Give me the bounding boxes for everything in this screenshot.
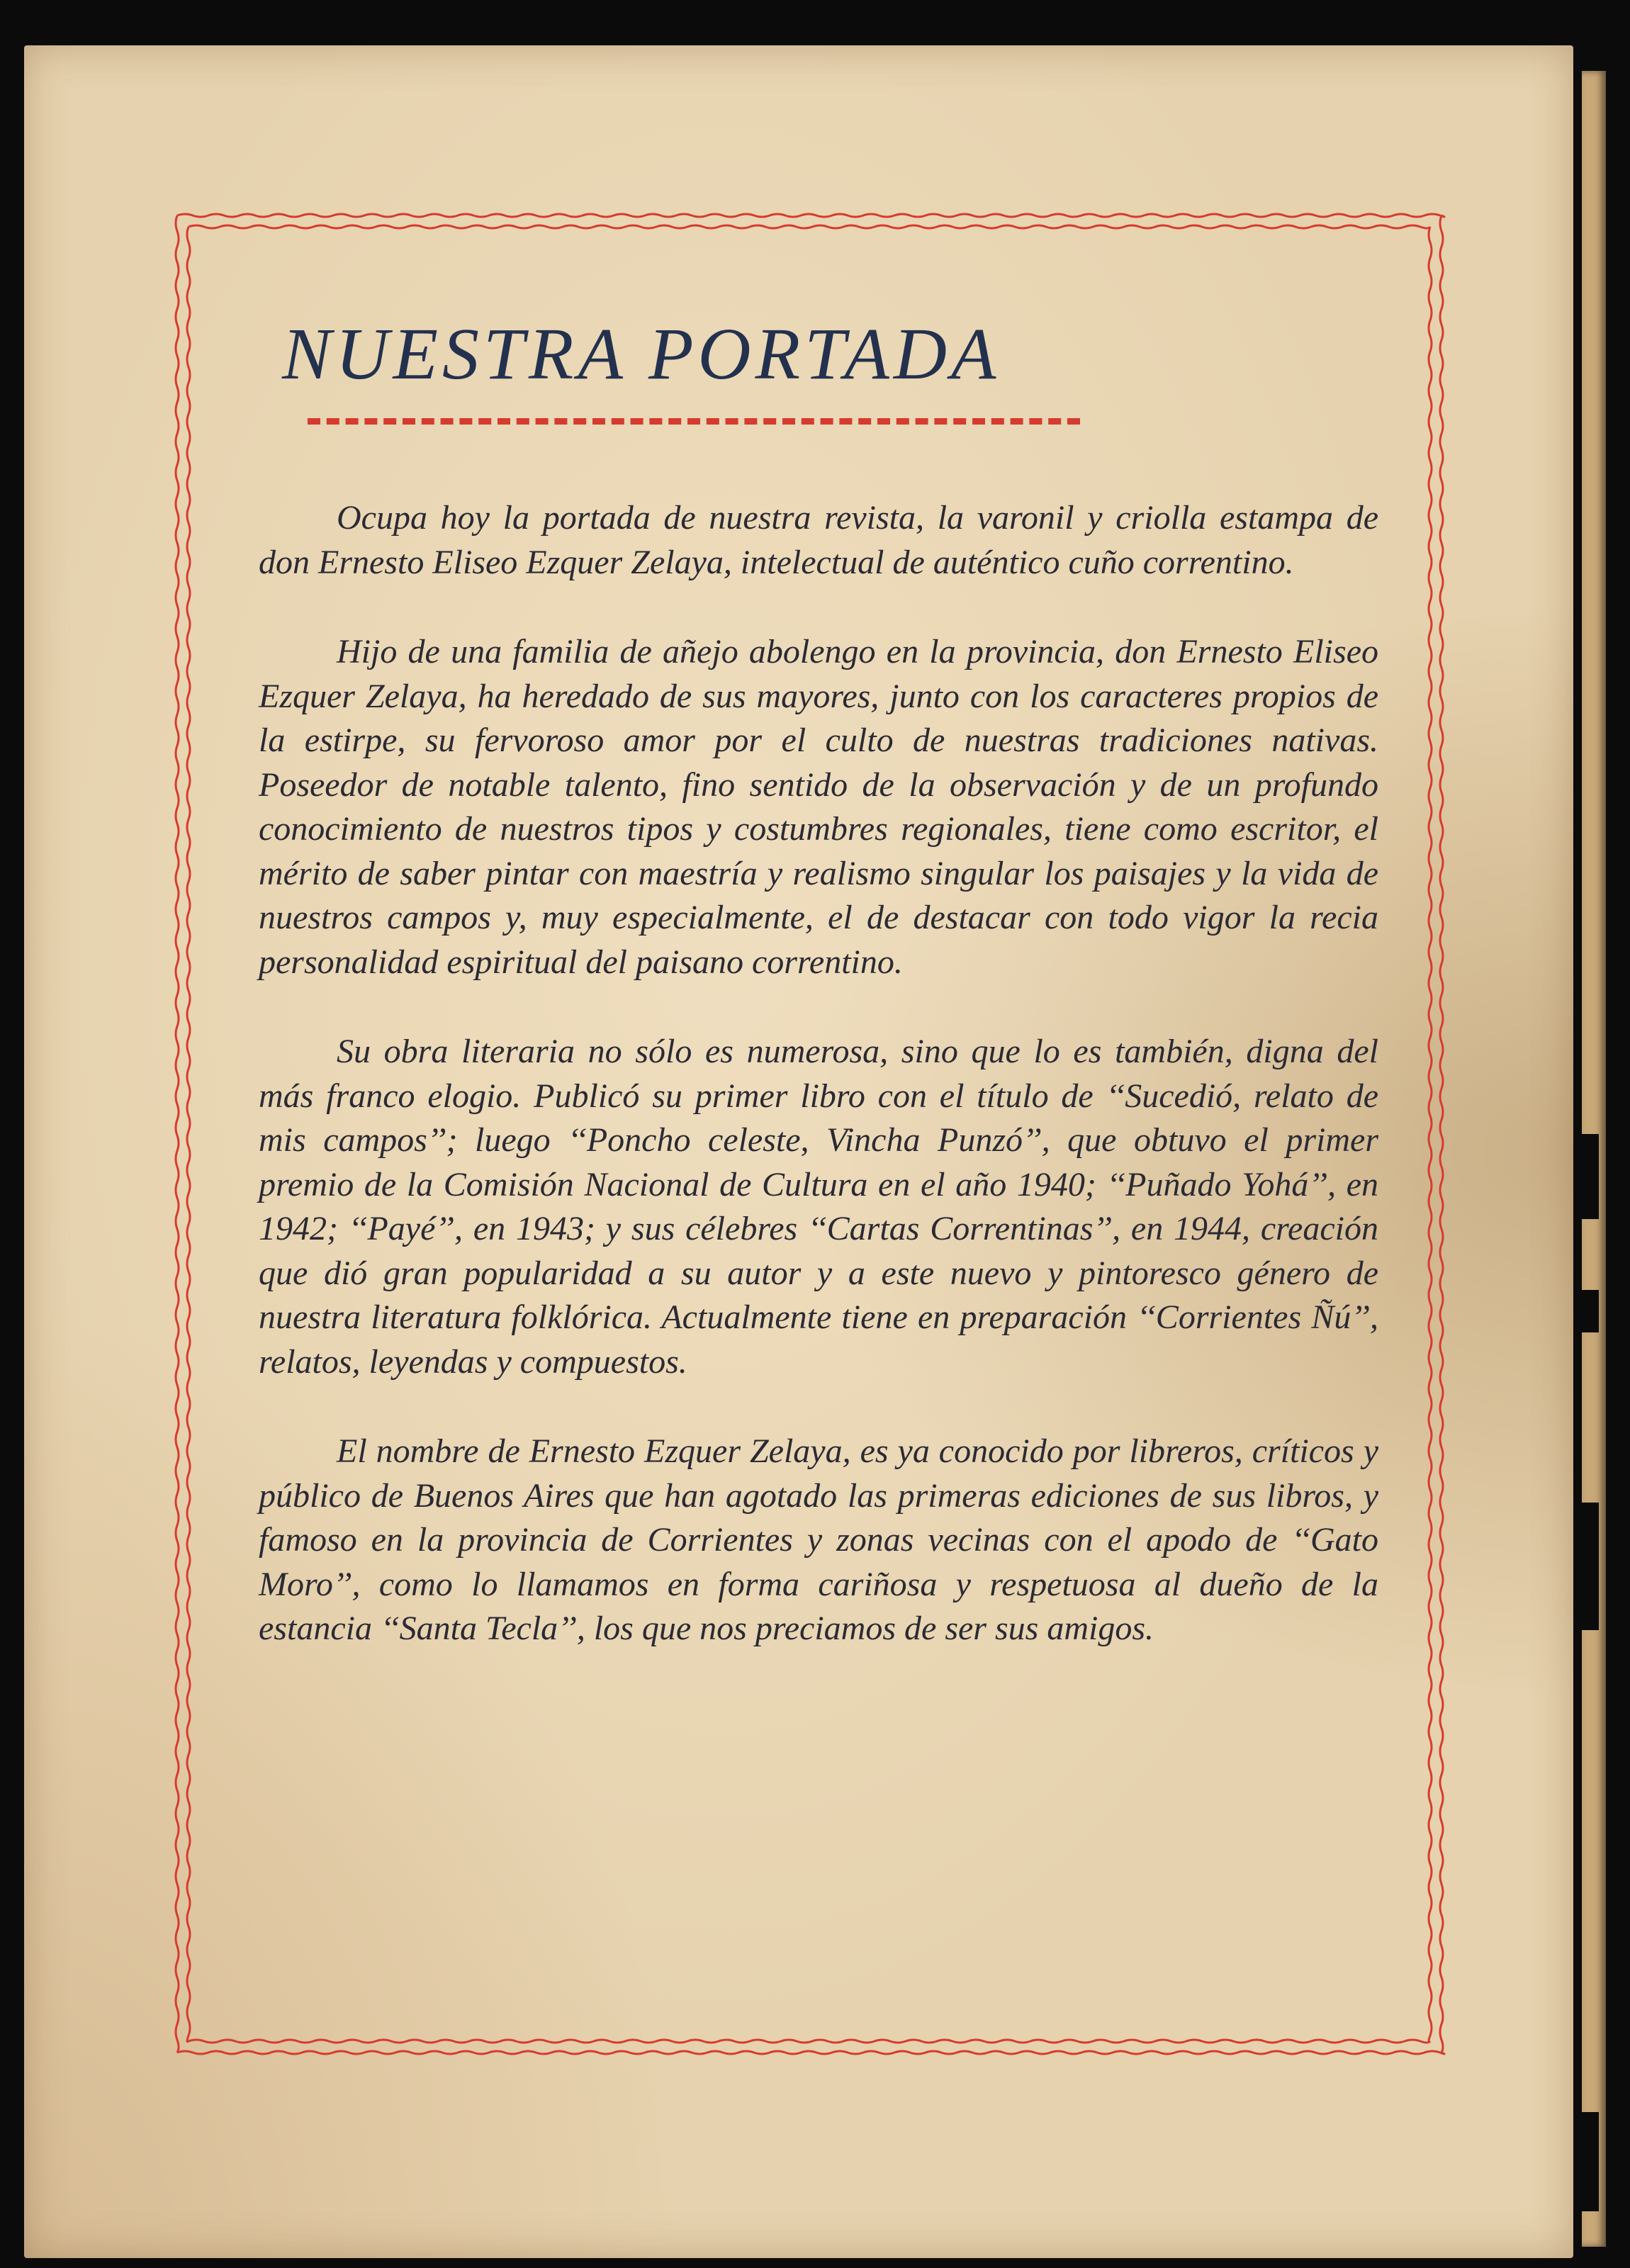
page-title: NUESTRA PORTADA (282, 313, 1001, 395)
border-line (187, 227, 190, 2042)
border-line (1440, 215, 1443, 2053)
border-line (189, 2040, 1430, 2043)
torn-edge (1582, 1503, 1599, 1630)
paragraph: Hijo de una familia de añejo abolengo en la provincia, don Ernesto Eliseo Ezquer Zelaya, ha heredado de sus mayores, junto con los caracteres propios de la estirpe, su fervoroso amor por el culto de nuestras tradiciones nativas. Poseedor de notable talento, fino sentido de la observación y de un profundo conocimiento de nuestros tipos y costumbres regionales, tiene como escritor, el mérito de saber pintar con maestría y realismo singular los paisajes y la vida de nuestros campos y, muy especialmente, el de destacar con todo vigor la recia personalidad espiritual del paisano correntino. (259, 633, 1378, 981)
border-line (176, 215, 179, 2053)
torn-edge (1582, 2112, 1599, 2211)
border-line (189, 225, 1430, 228)
torn-edge (1582, 1134, 1599, 1219)
paragraph: Su obra literaria no sólo es numerosa, sino que lo es también, digna del más franco elogio. Publicó su primer libro con el título de ‘‘Sucedió, relato de mis campos’’; luego ‘‘Poncho celeste, Vincha Punzó’’, que obtuvo el primer premio de la Comisión Nacional de Cultura en el año 1940; ‘‘Puñado Yohá’’, en 1942; ‘‘Payé’’, en 1943; y sus célebres ‘‘Cartas Correntinas’’, en 1944, creación que dió gran popularidad a su autor y a este nuevo y pintoresco género de nuestra literatura folklórica. Actualmente tiene en preparación ‘‘Corrientes Ñú’’, relatos, leyendas y compuestos. (259, 1033, 1378, 1381)
paragraph: El nombre de Ernesto Ezquer Zelaya, es ya conocido por libreros, críticos y público de Buenos Aires que han agotado las primeras ediciones de sus libros, y famoso en la provincia de Corrientes y zonas vecinas con el apodo de ‘‘Gato Moro’’, como lo llamamos en forma cariñosa y respetuosa al dueño de la estancia ‘‘Santa Tecla’’, los que nos preciamos de ser sus amigos. (259, 1432, 1378, 1647)
article-body (259, 496, 1378, 1651)
border-line (177, 2051, 1444, 2054)
next-sheet-edge (1582, 71, 1606, 2247)
border-line (177, 214, 1444, 217)
torn-edge (1582, 1290, 1599, 1332)
paragraph: Ocupa hoy la portada de nuestra revista, la varonil y criolla estampa de don Ernesto Eliseo Ezquer Zelaya, intelectual de auténtico cuño correntino. (259, 499, 1378, 581)
title-dashed-rule (308, 418, 1080, 425)
border-line (1429, 227, 1432, 2042)
